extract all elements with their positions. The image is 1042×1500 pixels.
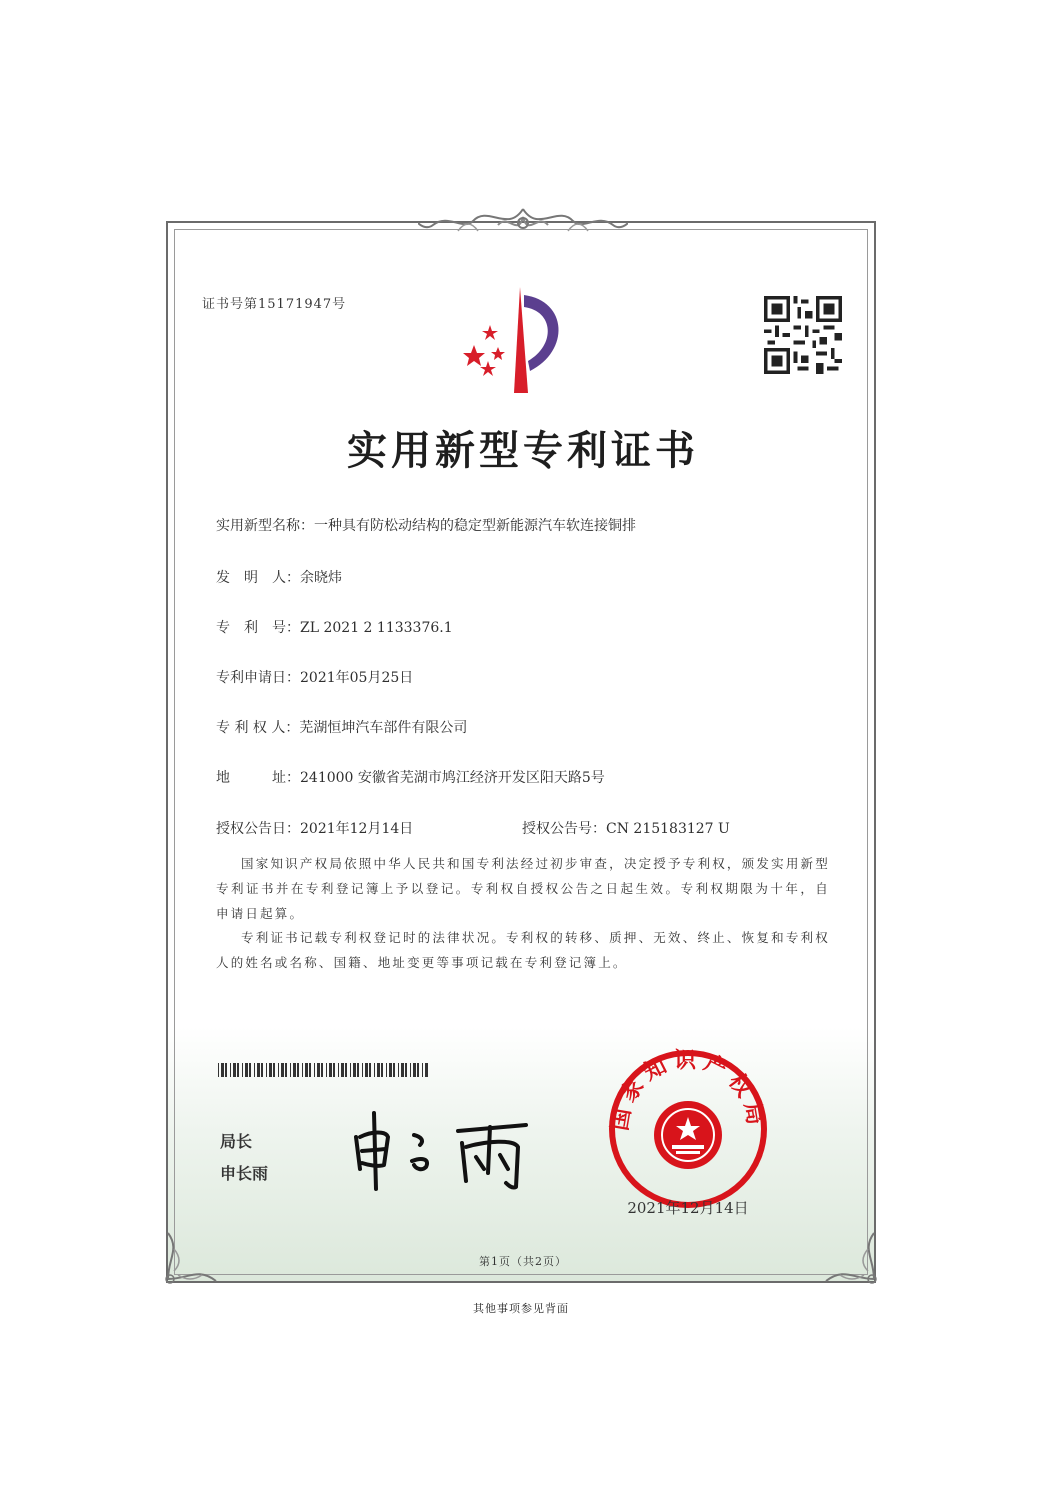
field-label: 授权公告日：: [216, 821, 300, 837]
certificate-number: 证书号第15171947号: [202, 297, 347, 312]
field-value: 241000 安徽省芜湖市鸠江经济开发区阳天路5号: [300, 770, 605, 786]
field-value: 2021年12月14日: [300, 821, 414, 837]
field-label: 发 明 人：: [216, 570, 300, 586]
field-value: 2021年05月25日: [300, 670, 414, 686]
footer-note: 其他事项参见背面: [473, 1302, 569, 1315]
top-ornament-icon: [418, 203, 628, 243]
field-label: 专 利 权 人：: [216, 720, 300, 736]
field-label: 地 址：: [216, 770, 300, 786]
field-patent-number: [216, 617, 453, 637]
certificate-frame: [166, 221, 876, 1283]
field-value: CN 215183127 U: [606, 821, 730, 837]
seal-text: 国家知识产权局: [606, 1047, 770, 1133]
field-label: 专利申请日：: [216, 670, 300, 686]
field-value: 一种具有防松动结构的稳定型新能源汽车软连接铜排: [314, 518, 636, 534]
seal-date: 2021年12月14日: [627, 1199, 749, 1217]
certificate-title: 实用新型专利证书: [347, 427, 699, 474]
legal-status-paragraph: 专利证书记载专利权登记时的法律状况。专利权的转移、质押、无效、终止、恢复和专利权人的姓名或名称、国籍、地址变更等事项记载在专利登记簿上。: [216, 930, 830, 970]
field-value: 芜湖恒坤汽车部件有限公司: [299, 720, 468, 736]
grant-paragraph: 国家知识产权局依照中华人民共和国专利法经过初步审查，决定授予专利权，颁发实用新型专利证书并在专利登记簿上予以登记。专利权自授权公告之日起生效。专利权期限为十年，自申请日起算。: [216, 856, 830, 921]
field-utility-model-name: [216, 515, 636, 535]
official-seal-icon: [600, 1043, 776, 1219]
signature-icon: [350, 1103, 530, 1195]
field-filing-date: [216, 667, 413, 687]
field-value: 余晓炜: [300, 570, 342, 586]
field-inventor: [216, 567, 342, 587]
field-label: 实用新型名称：: [216, 518, 314, 534]
director-name: 申长雨: [220, 1164, 269, 1183]
field-announce-date: [216, 818, 413, 838]
page-number: 第1页（共2页）: [479, 1255, 567, 1268]
barcode-icon: [218, 1063, 428, 1077]
cnipa-logo-icon: [458, 285, 588, 395]
field-address: [216, 767, 605, 787]
field-value: ZL 2021 2 1133376.1: [300, 620, 453, 636]
qr-code-icon: [764, 293, 842, 377]
field-patentee: [216, 717, 467, 737]
director-title: 局长: [220, 1132, 253, 1151]
field-label: 专 利 号：: [216, 620, 300, 636]
field-announce-number: [522, 818, 730, 838]
field-label: 授权公告号：: [522, 821, 606, 837]
